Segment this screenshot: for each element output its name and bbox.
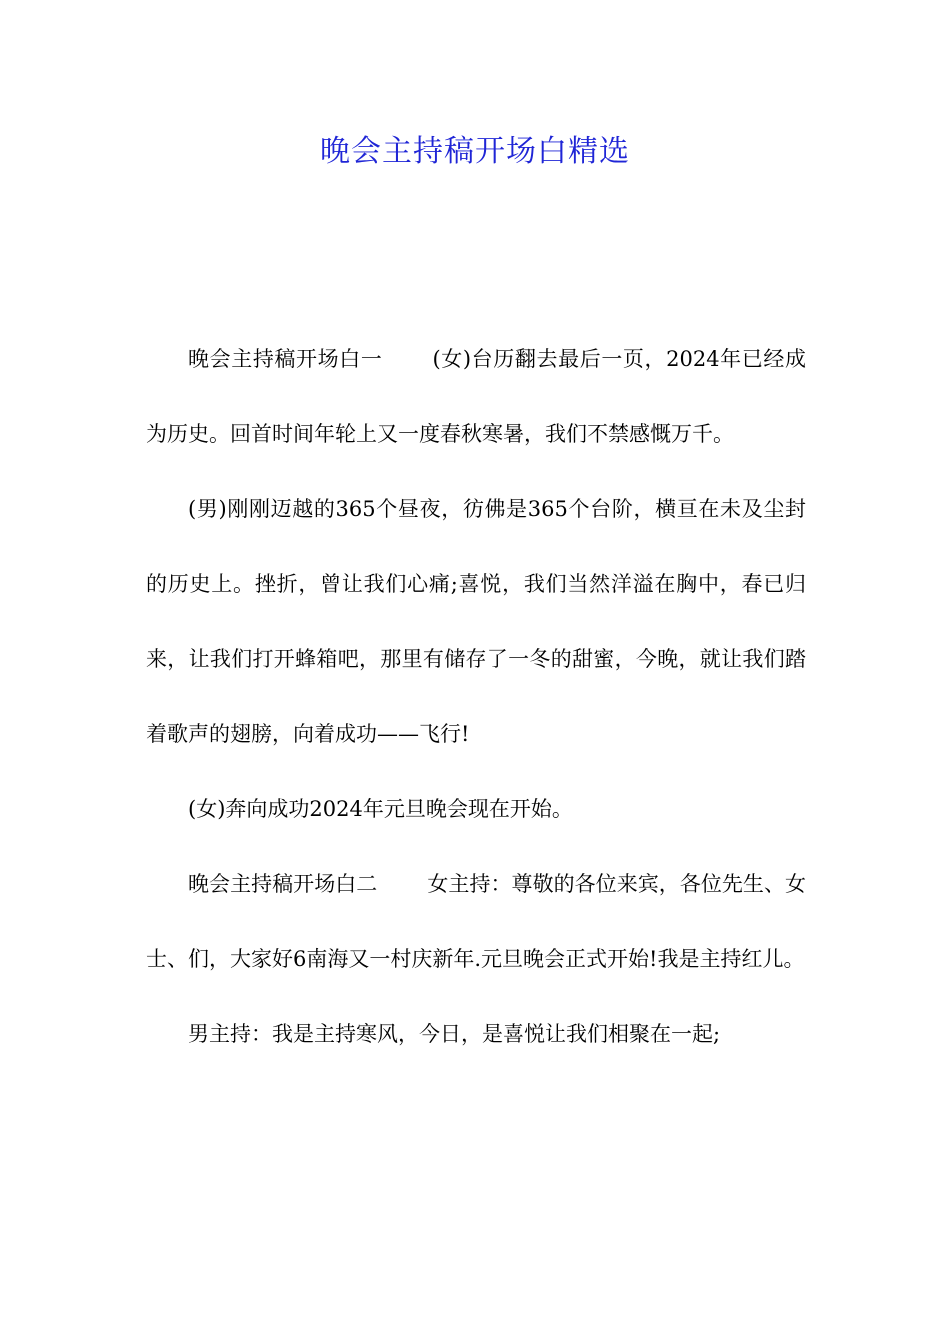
paragraph-text: 男主持：我是主持寒风，今日，是喜悦让我们相聚在一起; (188, 1022, 721, 1046)
section-heading: 晚会主持稿开场白一 (188, 347, 383, 371)
paragraph-2 (146, 472, 806, 772)
paragraph-text: (男)刚刚迈越的365个昼夜，彷佛是365个台阶，横亘在未及尘封的历史上。挫折，曾让我们心痛;喜悦，我们当然洋溢在胸中，春已归来，让我们打开蜂箱吧，那里有储存了一冬的甜蜜，今晚，就让我们踏着歌声的翅膀，向着成功——飞行! (146, 497, 806, 746)
paragraph-4 (146, 847, 806, 997)
paragraph-text: 女主持：尊敬的各位来宾，各位先生、女士、们，大家好6南海又一村庆新年.元旦晚会正式开始!我是主持红儿。 (146, 872, 807, 971)
paragraph-text: (女)奔向成功2024年元旦晚会现在开始。 (188, 797, 573, 821)
paragraph-1 (146, 322, 806, 472)
paragraph-3 (146, 772, 806, 847)
document-body (146, 322, 806, 1072)
paragraph-text: (女)台历翻去最后一页，2024年已经成为历史。回首时间年轮上又一度春秋寒暑，我们不禁感慨万千。 (146, 347, 807, 446)
section-heading: 晚会主持稿开场白二 (188, 872, 378, 896)
document-title: 晚会主持稿开场白精选 (320, 134, 630, 169)
paragraph-5 (146, 997, 806, 1072)
